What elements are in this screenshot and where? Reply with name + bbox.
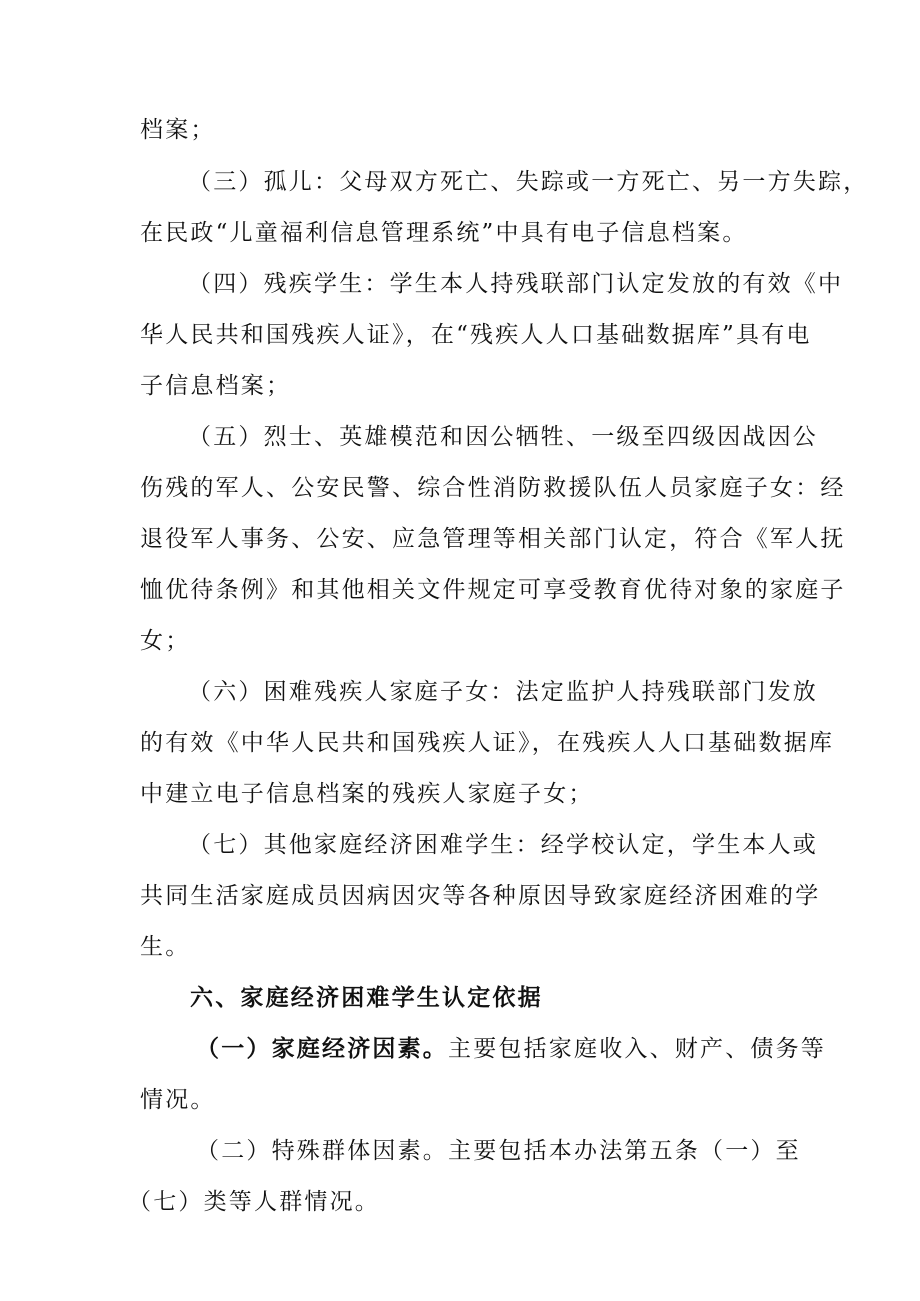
text-line: 档案； [140,117,216,143]
paragraph-special-line2: （七）类等人群情况。 [128,1189,380,1215]
paragraph-orphan-line2: 在民政“儿童福利信息管理系统”中具有电子信息档案。 [140,220,748,246]
paragraph-martyr-line3: 退役军人事务、公安、应急管理等相关部门认定，符合《军人抚 [140,526,846,552]
paragraph-disabled-line3: 子信息档案； [140,373,292,399]
paragraph-other-line1: （七）其他家庭经济困难学生：经学校认定，学生本人或 [188,832,818,858]
paragraph-disabled-line2: 华人民共和国残疾人证》，在“残疾人人口基础数据库”具有电 [140,322,812,348]
paragraph-disabled-family-line1: （六）困难残疾人家庭子女：法定监护人持残联部门发放 [188,679,818,705]
economic-factor-label: （一）家庭经济因素。 [196,1036,448,1062]
section-heading: 六、家庭经济困难学生认定依据 [190,985,543,1011]
paragraph-special-line1: （二）特殊群体因素。主要包括本办法第五条（一）至 [196,1138,801,1164]
paragraph-other-line3: 生。 [140,934,191,960]
paragraph-martyr-line5: 女； [140,628,191,654]
paragraph-economic-line1 [196,1034,826,1064]
economic-factor-text: 主要包括家庭收入、财产、债务等 [448,1036,826,1062]
paragraph-martyr-line1: （五）烈士、英雄模范和因公牺牲、一级至四级因战因公 [188,424,818,450]
paragraph-economic-line2: 情况。 [140,1087,216,1113]
paragraph-disabled-family-line2: 的有效《中华人民共和国残疾人证》，在残疾人人口基础数据库 [140,730,835,756]
paragraph-martyr-line4: 恤优待条例》和其他相关文件规定可享受教育优待对象的家庭子 [140,577,846,603]
paragraph-orphan-line1: （三）孤儿：父母双方死亡、失踪或一方死亡、另一方失踪， [188,169,869,195]
paragraph-disabled-line1: （四）残疾学生：学生本人持残联部门认定发放的有效《中 [188,271,844,297]
paragraph-disabled-family-line3: 中建立电子信息档案的残疾人家庭子女； [140,781,594,807]
paragraph-other-line2: 共同生活家庭成员因病因灾等各种原因导致家庭经济困难的学 [140,883,821,909]
paragraph-martyr-line2: 伤残的军人、公安民警、综合性消防救援队伍人员家庭子女：经 [140,475,846,501]
